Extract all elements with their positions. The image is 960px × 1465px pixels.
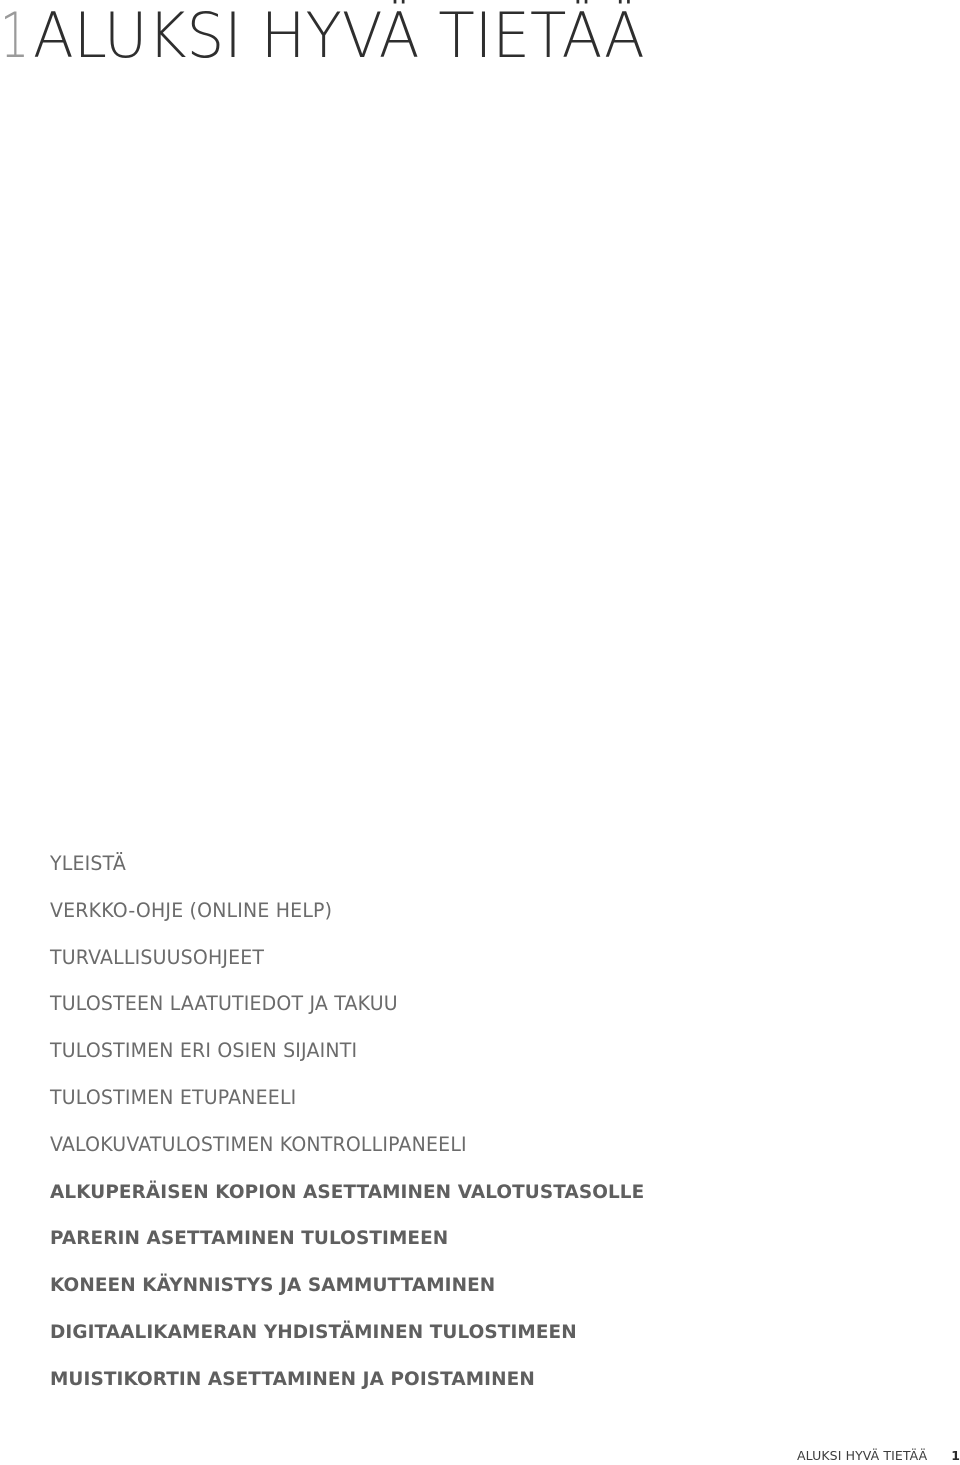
- toc-item-kontrollipaneeli[interactable]: VALOKUVATULOSTIMEN KONTROLLIPANEELI: [50, 1132, 467, 1156]
- toc-item-tulosteen-laatutiedot[interactable]: TULOSTEEN LAATUTIEDOT JA TAKUU: [50, 992, 398, 1016]
- toc-item-kaynnistys-sammuttaminen[interactable]: KONEEN KÄYNNISTYS JA SAMMUTTAMINEN: [50, 1274, 496, 1297]
- chapter-number: 1: [0, 0, 30, 72]
- toc-item-digitaalikameran-yhdistaminen[interactable]: DIGITAALIKAMERAN YHDISTÄMINEN TULOSTIMEEN: [50, 1320, 577, 1343]
- toc-item-alkuperaisen-kopion-asettaminen[interactable]: ALKUPERÄISEN KOPION ASETTAMINEN VALOTUSTASOLLE: [50, 1180, 645, 1203]
- page-footer: [797, 1448, 960, 1464]
- toc-item-osien-sijainti[interactable]: TULOSTIMEN ERI OSIEN SIJAINTI: [50, 1039, 358, 1063]
- toc-item-muistikortin-asettaminen[interactable]: MUISTIKORTIN ASETTAMINEN JA POISTAMINEN: [50, 1367, 535, 1390]
- toc-item-parerin-asettaminen[interactable]: PARERIN ASETTAMINEN TULOSTIMEEN: [50, 1227, 449, 1250]
- toc-item-yleista[interactable]: YLEISTÄ: [50, 852, 127, 875]
- footer-section-title: ALUKSI HYVÄ TIETÄÄ: [797, 1448, 928, 1463]
- toc-item-verkko-ohje[interactable]: VERKKO-OHJE (ONLINE HELP): [50, 898, 333, 922]
- toc-item-turvallisuusohjeet[interactable]: TURVALLISUUSOHJEET: [50, 945, 265, 969]
- footer-page-number: 1: [951, 1448, 960, 1463]
- toc-item-etupaneeli[interactable]: TULOSTIMEN ETUPANEELI: [50, 1085, 297, 1109]
- chapter-title: ALUKSI HYVÄ TIETÄÄ: [33, 0, 645, 72]
- table-of-contents: [50, 850, 663, 1412]
